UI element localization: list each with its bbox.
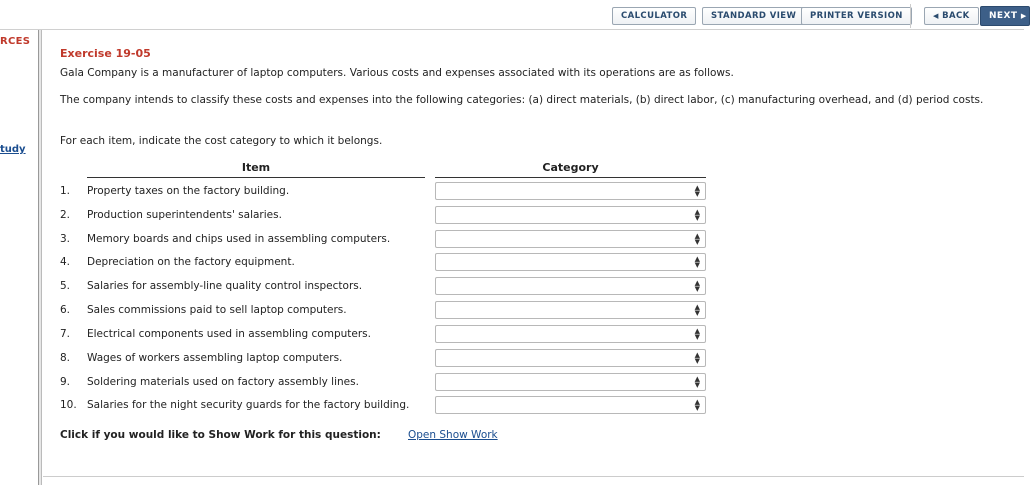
- next-button[interactable]: [980, 6, 1030, 26]
- exercise-categories-text: The company intends to classify these costs and expenses into the following categories: (a) direct materials, (b) direct labor, (c) manufacturing overhead, and (d) period costs.: [60, 94, 984, 106]
- row-number: 3.: [60, 233, 71, 245]
- row-number: 2.: [60, 209, 71, 221]
- back-button[interactable]: [924, 7, 979, 25]
- category-select[interactable]: [435, 349, 706, 367]
- select-arrows-icon: ▲ ▼: [694, 279, 700, 293]
- row-item-text: Memory boards and chips used in assembling computers.: [87, 233, 391, 245]
- row-number: 1.: [60, 185, 71, 197]
- select-arrows-icon: ▲ ▼: [694, 351, 700, 365]
- bottom-divider: [43, 476, 1024, 477]
- next-label: NEXT: [989, 11, 1018, 21]
- left-sidebar: [0, 30, 38, 485]
- table-row: [60, 349, 710, 369]
- open-show-work-link[interactable]: Open Show Work: [408, 429, 498, 441]
- exercise-intro: Gala Company is a manufacturer of laptop computers. Various costs and expenses associated with its operations are as follows.: [60, 67, 734, 79]
- row-item-text: Sales commissions paid to sell laptop computers.: [87, 304, 347, 316]
- row-item-text: Production superintendents' salaries.: [87, 209, 282, 221]
- row-item-text: Electrical components used in assembling computers.: [87, 328, 371, 340]
- category-select[interactable]: [435, 230, 706, 248]
- back-label: BACK: [942, 11, 970, 21]
- table-row: [60, 253, 710, 273]
- chevron-left-icon: ◀: [933, 12, 939, 20]
- sidebar-section-label: RCES: [0, 36, 31, 47]
- toolbar-separator: [910, 4, 911, 28]
- chevron-right-icon: ▶: [1020, 12, 1027, 20]
- exercise-instruction: For each item, indicate the cost category to which it belongs.: [60, 135, 383, 147]
- category-select[interactable]: [435, 182, 706, 200]
- select-arrows-icon: ▲ ▼: [694, 327, 700, 341]
- select-arrows-icon: ▲ ▼: [694, 303, 700, 317]
- row-item-text: Salaries for assembly-line quality control inspectors.: [87, 280, 363, 292]
- sidebar-study-link[interactable]: tudy: [0, 144, 26, 155]
- table-row: [60, 373, 710, 393]
- question-panel: [43, 31, 1024, 485]
- row-item-text: Depreciation on the factory equipment.: [87, 256, 295, 268]
- exercise-title: Exercise 19-05: [60, 47, 151, 60]
- row-number: 5.: [60, 280, 71, 292]
- table-row: [60, 396, 710, 416]
- category-select[interactable]: [435, 325, 706, 343]
- category-select[interactable]: [435, 396, 706, 414]
- table-row: [60, 301, 710, 321]
- row-number: 6.: [60, 304, 71, 316]
- item-column-header: Item: [87, 161, 425, 178]
- row-item-text: Wages of workers assembling laptop computers.: [87, 352, 343, 364]
- row-item-text: Salaries for the night security guards for the factory building.: [87, 399, 410, 411]
- printer-version-button[interactable]: PRINTER VERSION: [801, 7, 912, 25]
- row-number: 7.: [60, 328, 71, 340]
- row-item-text: Soldering materials used on factory assembly lines.: [87, 376, 359, 388]
- select-arrows-icon: ▲ ▼: [694, 398, 700, 412]
- row-number: 9.: [60, 376, 71, 388]
- select-arrows-icon: ▲ ▼: [694, 232, 700, 246]
- table-row: [60, 182, 710, 202]
- select-arrows-icon: ▲ ▼: [694, 208, 700, 222]
- top-toolbar: [0, 0, 1027, 30]
- standard-view-button[interactable]: STANDARD VIEW: [702, 7, 805, 25]
- select-arrows-icon: ▲ ▼: [694, 184, 700, 198]
- row-item-text: Property taxes on the factory building.: [87, 185, 290, 197]
- table-row: [60, 206, 710, 226]
- table-row: [60, 277, 710, 297]
- category-select[interactable]: [435, 301, 706, 319]
- category-select[interactable]: [435, 373, 706, 391]
- category-select[interactable]: [435, 253, 706, 271]
- select-arrows-icon: ▲ ▼: [694, 255, 700, 269]
- select-arrows-icon: ▲ ▼: [694, 375, 700, 389]
- row-number: 8.: [60, 352, 71, 364]
- row-number: 10.: [60, 399, 77, 411]
- panel-divider[interactable]: [38, 30, 42, 485]
- category-column-header: Category: [435, 161, 706, 178]
- show-work-prompt: Click if you would like to Show Work for this question:: [60, 429, 381, 441]
- category-select[interactable]: [435, 277, 706, 295]
- calculator-button[interactable]: CALCULATOR: [612, 7, 696, 25]
- table-row: [60, 230, 710, 250]
- table-row: [60, 325, 710, 345]
- row-number: 4.: [60, 256, 71, 268]
- category-select[interactable]: [435, 206, 706, 224]
